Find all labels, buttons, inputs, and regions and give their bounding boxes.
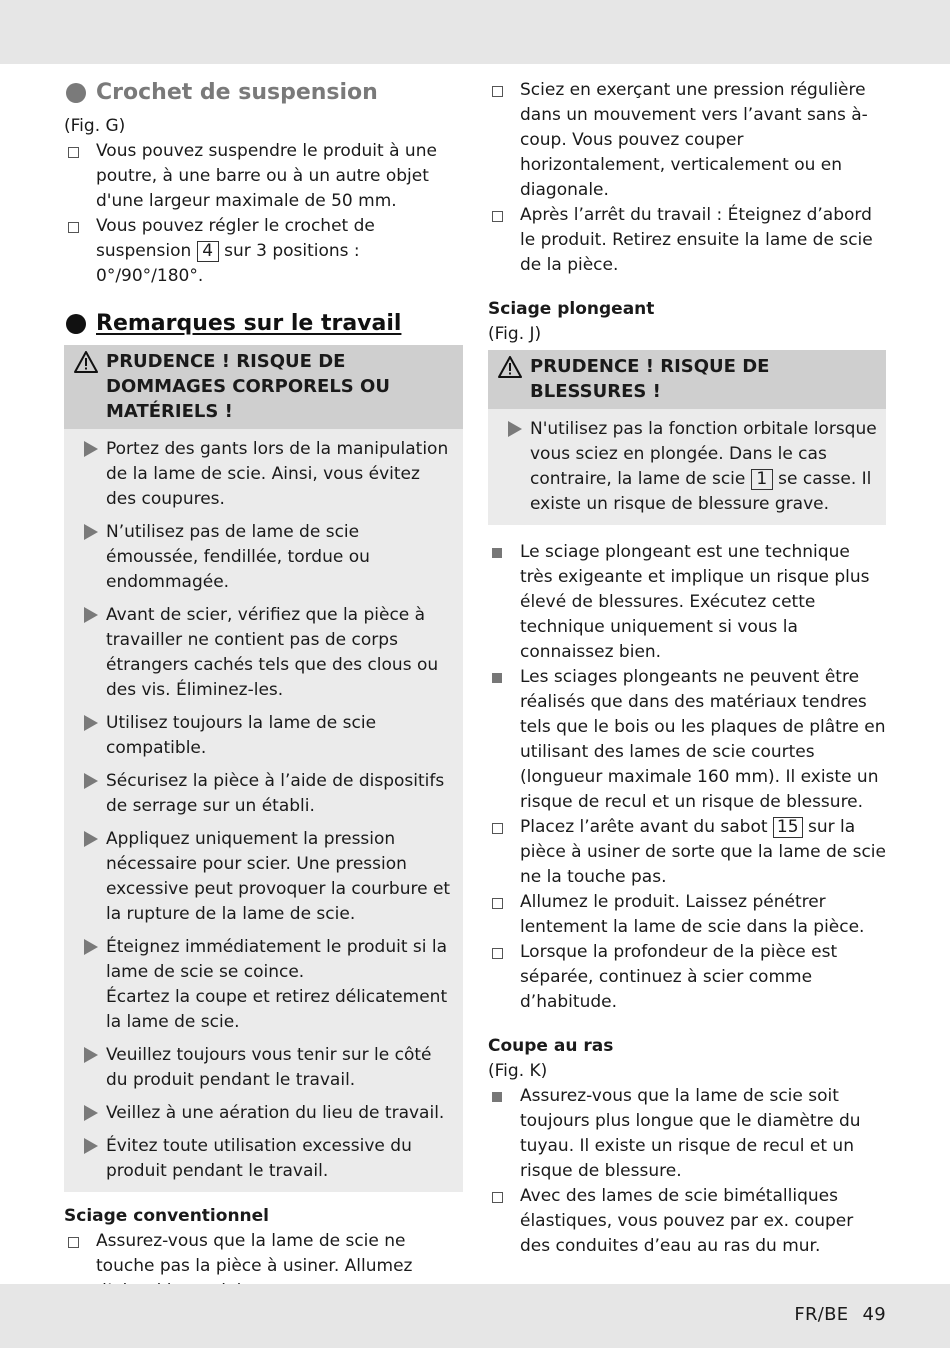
part-number: 15: [773, 817, 803, 838]
list-item: Assurez-vous que la lame de scie soit toujours plus longue que le diamètre du tuyau. Il existe un risque de recul et un risque de blessure.: [488, 1084, 886, 1184]
triangle-bullet-icon: [84, 939, 98, 955]
list-item: Veillez à une aération du lieu de travail.: [74, 1101, 455, 1126]
list-item: Après l’arrêt du travail : Éteignez d’abord le produit. Retirez ensuite la lame de scie de la pièce.: [488, 203, 886, 278]
bullet-dot-icon: [66, 83, 86, 103]
warning-body: [64, 429, 463, 1192]
triangle-bullet-icon: [84, 524, 98, 540]
warning-box: [64, 345, 463, 1192]
list-item: Vous pouvez suspendre le produit à une poutre, à une barre ou à un autre objet d'une largeur maximale de 50 mm.: [64, 139, 463, 214]
filled-square-bullet-icon: [492, 1092, 502, 1102]
checkbox-square-icon: [492, 823, 503, 834]
list-item: Sécurisez la pièce à l’aide de dispositifs de serrage sur un établi.: [74, 769, 455, 819]
list-item: Avec des lames de scie bimétalliques élastiques, vous pouvez par ex. couper des conduites d’eau au ras du mur.: [488, 1184, 886, 1259]
list-item: Éteignez immédiatement le produit si la lame de scie se coince. Écartez la coupe et retirez délicatement la lame de scie.: [74, 935, 455, 1035]
fig-ref: (Fig. J): [488, 324, 542, 344]
triangle-bullet-icon: [84, 1105, 98, 1121]
list-item: Allumez le produit. Laissez pénétrer lentement la lame de scie dans la pièce.: [488, 890, 886, 940]
page-footer: [780, 1304, 886, 1325]
checkbox-square-icon: [492, 898, 503, 909]
list-item: Les sciages plongeants ne peuvent être réalisés que dans des matériaux tendres tels que le bois ou les plaques de plâtre en utilisant des lames de scie courtes (longueur maximale 160 mm). Il existe un risque de recul et un risque de blessure.: [488, 665, 886, 815]
warning-triangle-icon: [498, 356, 522, 378]
checkbox-square-icon: [68, 1237, 79, 1248]
list-item: N'utilisez pas la fonction orbitale lorsque vous sciez en plongée. Dans le cas contraire, la lame de scie 1 se casse. Il existe un risque de blessure grave.: [498, 417, 878, 517]
list-item: Veuillez toujours vous tenir sur le côté du produit pendant le travail.: [74, 1043, 455, 1093]
list-item: Le sciage plongeant est une technique très exigeante et implique un risque plus élevé de blessures. Exécutez cette technique uniquement si vous la connaissez bien.: [488, 540, 886, 665]
checkbox-square-icon: [68, 147, 79, 158]
part-number: 1: [751, 469, 773, 490]
checkbox-square-icon: [492, 1192, 503, 1203]
checkbox-square-icon: [68, 222, 79, 233]
section-heading-crochet: Crochet de suspension: [64, 78, 463, 108]
triangle-bullet-icon: [84, 773, 98, 789]
warning-body: [488, 409, 886, 525]
triangle-bullet-icon: [84, 715, 98, 731]
list-item: Placez l’arête avant du sabot 15 sur la pièce à usiner de sorte que la lame de scie ne la touche pas.: [488, 815, 886, 890]
subheading-ras: Coupe au ras: [488, 1036, 614, 1056]
list-item: Utilisez toujours la lame de scie compatible.: [74, 711, 455, 761]
page-number: 49: [862, 1304, 886, 1325]
filled-square-bullet-icon: [492, 548, 502, 558]
list-item: Évitez toute utilisation excessive du produit pendant le travail.: [74, 1134, 455, 1184]
fig-ref: (Fig. K): [488, 1061, 548, 1081]
footer-language: FR/BE: [794, 1304, 849, 1325]
warning-header: PRUDENCE ! RISQUE DE BLESSURES !: [488, 350, 886, 409]
part-number: 4: [197, 241, 219, 262]
list-item: Lorsque la profondeur de la pièce est séparée, continuez à scier comme d’habitude.: [488, 940, 886, 1015]
list-item: Appliquez uniquement la pression nécessaire pour scier. Une pression excessive peut provoquer la courbure et la rupture de la lame de scie.: [74, 827, 455, 927]
triangle-bullet-icon: [84, 831, 98, 847]
bullet-dot-icon: [66, 314, 86, 334]
top-band: [0, 0, 950, 64]
warning-triangle-icon: [74, 351, 98, 373]
filled-square-bullet-icon: [492, 673, 502, 683]
list-item: Vous pouvez régler le crochet de suspension 4 sur 3 positions : 0°/90°/180°.: [64, 214, 463, 289]
warning-box: [488, 350, 886, 525]
triangle-bullet-icon: [84, 1138, 98, 1154]
list-item: N’utilisez pas de lame de scie émoussée, fendillée, tordue ou endommagée.: [74, 520, 455, 595]
left-column: [64, 78, 463, 1329]
subheading-plongeant: Sciage plongeant: [488, 299, 655, 319]
list-item: Avant de scier, vérifiez que la pièce à travailler ne contient pas de corps étrangers cachés tels que des clous ou des vis. Éliminez-les.: [74, 603, 455, 703]
warning-header: PRUDENCE ! RISQUE DE DOMMAGES CORPORELS OU MATÉRIELS !: [64, 345, 463, 429]
triangle-bullet-icon: [84, 1047, 98, 1063]
triangle-bullet-icon: [84, 607, 98, 623]
subheading-conventionnel: Sciage conventionnel: [64, 1206, 270, 1226]
list-item: Assurez-vous que la lame de scie ne touche pas la pièce à usiner. Allumez: [64, 1229, 463, 1304]
fig-ref: (Fig. G): [64, 116, 126, 136]
triangle-bullet-icon: [508, 421, 522, 437]
checkbox-square-icon: [492, 948, 503, 959]
checkbox-square-icon: [492, 86, 503, 97]
list-item: Sciez en exerçant une pression régulière dans un mouvement vers l’avant sans à-coup. Vous pouvez couper horizontalement, verticalement ou en diagonale.: [488, 78, 886, 203]
triangle-bullet-icon: [84, 441, 98, 457]
right-column: [488, 78, 886, 1259]
checkbox-square-icon: [492, 211, 503, 222]
list-item: Portez des gants lors de la manipulation de la lame de scie. Ainsi, vous évitez des coupures.: [74, 437, 455, 512]
section-heading-remarques: Remarques sur le travail: [64, 309, 463, 339]
